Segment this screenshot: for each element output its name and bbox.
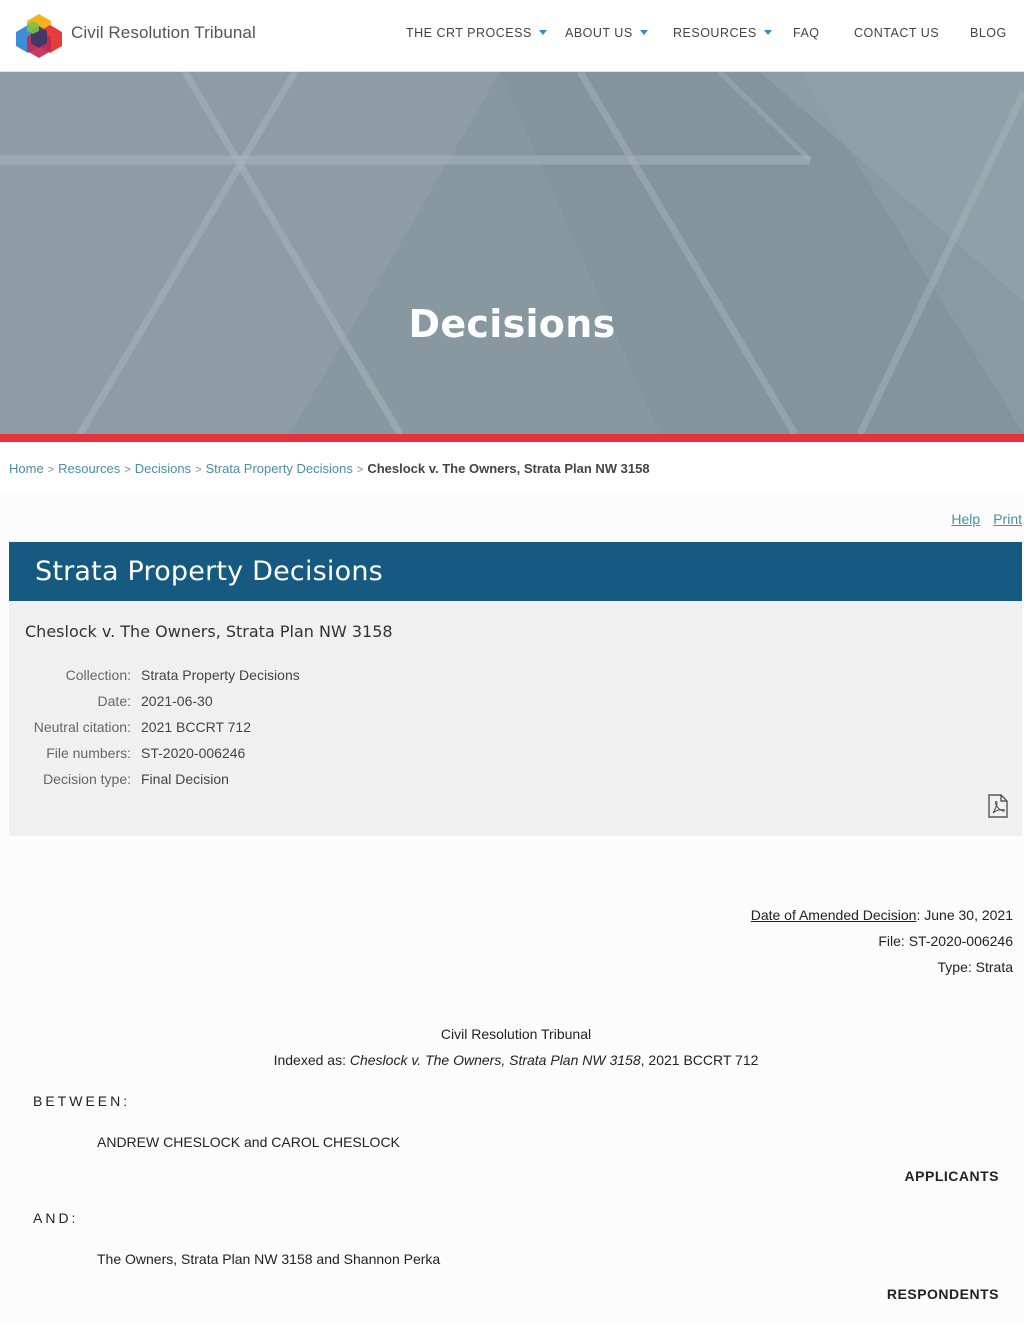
applicants-role: APPLICANTS — [904, 1168, 999, 1184]
nav-blog[interactable] — [970, 26, 1007, 40]
nav-contact-us[interactable] — [854, 26, 939, 40]
decision-tools — [938, 511, 1022, 527]
meta-date-value: 2021-06-30 — [141, 693, 213, 709]
breadcrumb-separator: > — [356, 464, 364, 476]
meta-citation-value: 2021 BCCRT 712 — [141, 719, 251, 735]
breadcrumb-strata-property-decisions[interactable]: Strata Property Decisions — [205, 461, 353, 476]
meta-row-file-numbers — [25, 743, 300, 769]
pdf-file-icon[interactable] — [987, 794, 1009, 818]
site-header — [0, 0, 1024, 72]
case-title: Cheslock v. The Owners, Strata Plan NW 3158 — [25, 622, 393, 641]
meta-file-value: ST-2020-006246 — [141, 745, 246, 761]
page-title: Decisions — [408, 302, 616, 346]
nav-label: BLOG — [970, 26, 1007, 40]
applicants-names: ANDREW CHESLOCK and CAROL CHESLOCK — [97, 1134, 400, 1150]
breadcrumb-decisions[interactable]: Decisions — [134, 461, 192, 476]
nav-resources[interactable] — [673, 26, 772, 40]
caret-down-icon — [640, 30, 648, 35]
meta-label: File numbers: — [46, 745, 131, 761]
breadcrumb-separator: > — [47, 464, 55, 476]
breadcrumb-home[interactable]: Home — [9, 461, 44, 476]
meta-label: Date: — [97, 693, 131, 709]
indexed-prefix: Indexed as: — [273, 1052, 350, 1068]
meta-type-value: Final Decision — [141, 771, 229, 787]
meta-label: Neutral citation: — [33, 719, 131, 735]
collection-heading: Strata Property Decisions — [35, 556, 383, 587]
breadcrumb-resources[interactable]: Resources — [58, 461, 121, 476]
file-line: File: ST-2020-006246 — [878, 933, 1013, 949]
hero-banner — [0, 72, 1024, 434]
indexed-as-line — [0, 1052, 1024, 1068]
nav-about-us[interactable] — [565, 26, 648, 40]
print-link[interactable]: Print — [993, 511, 1022, 527]
site-brand-name[interactable]: Civil Resolution Tribunal — [71, 23, 256, 42]
amended-decision-value: : June 30, 2021 — [916, 907, 1013, 923]
nav-faq[interactable] — [793, 26, 820, 40]
decision-metadata — [25, 665, 300, 795]
caret-down-icon — [764, 30, 772, 35]
meta-row-date — [25, 691, 300, 717]
breadcrumb-current: Cheslock v. The Owners, Strata Plan NW 3158 — [367, 461, 650, 476]
breadcrumb-separator: > — [195, 464, 202, 476]
breadcrumb — [9, 461, 650, 476]
nav-label: RESOURCES — [673, 26, 757, 40]
help-link[interactable]: Help — [951, 511, 981, 527]
respondents-names: The Owners, Strata Plan NW 3158 and Shannon Perka — [97, 1251, 441, 1267]
breadcrumb-separator: > — [124, 464, 131, 476]
collection-header — [9, 542, 1022, 601]
meta-label: Decision type: — [43, 771, 131, 787]
tribunal-name: Civil Resolution Tribunal — [440, 1026, 592, 1042]
meta-row-collection — [25, 665, 300, 691]
meta-collection-value: Strata Property Decisions — [141, 667, 300, 683]
crt-logo-icon[interactable] — [16, 13, 62, 59]
amended-decision-label: Date of Amended Decision — [750, 907, 917, 923]
amended-decision-line — [751, 907, 1013, 923]
decision-info-panel — [9, 601, 1022, 836]
respondents-role: RESPONDENTS — [886, 1286, 999, 1302]
nav-label: ABOUT US — [565, 26, 633, 40]
meta-row-decision-type — [25, 769, 300, 795]
between-label: BETWEEN: — [33, 1093, 131, 1109]
meta-label: Collection: — [65, 667, 131, 683]
nav-label: CONTACT US — [854, 26, 940, 40]
nav-label: THE CRT PROCESS — [406, 26, 532, 40]
indexed-suffix: , 2021 BCCRT 712 — [640, 1052, 759, 1068]
accent-divider — [0, 434, 1024, 442]
hero-geometric-pattern — [0, 72, 1024, 434]
nav-label: FAQ — [793, 26, 820, 40]
indexed-case-name: Cheslock v. The Owners, Strata Plan NW 3158 — [349, 1052, 641, 1068]
caret-down-icon — [539, 30, 547, 35]
nav-crt-process[interactable] — [406, 26, 547, 40]
type-line: Type: Strata — [937, 959, 1013, 975]
meta-row-citation — [25, 717, 300, 743]
and-label: AND: — [33, 1210, 79, 1226]
